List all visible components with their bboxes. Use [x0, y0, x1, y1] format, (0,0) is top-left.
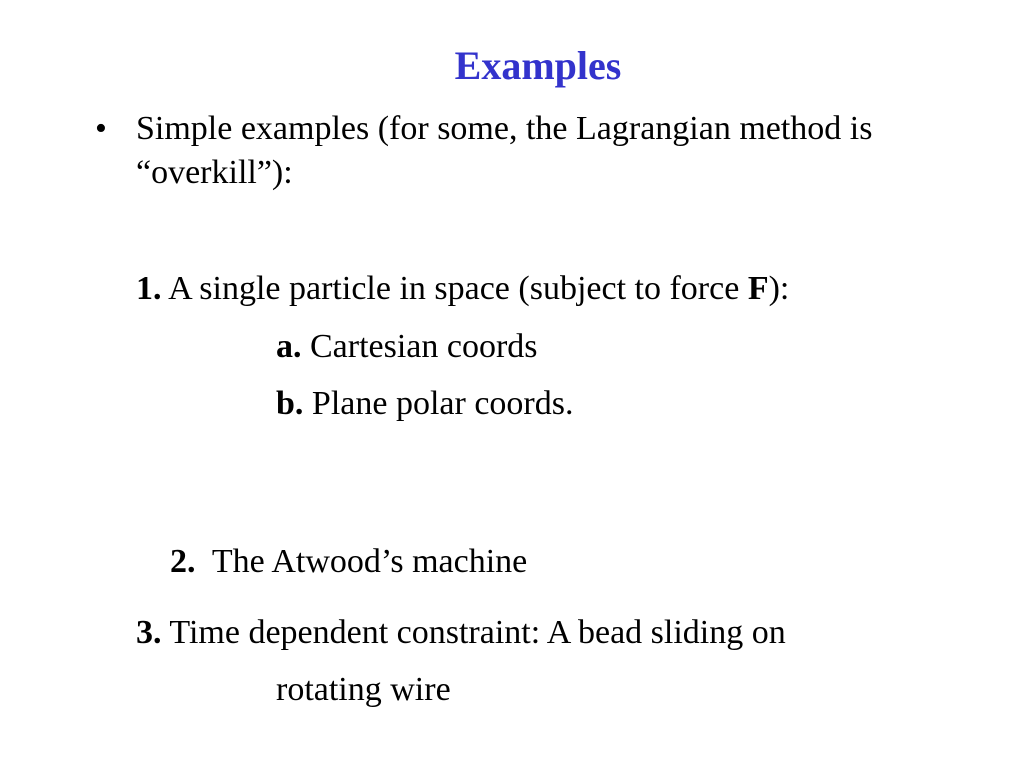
example-1b-text: Plane polar coords. [303, 385, 574, 422]
example-1a-letter: a. [276, 328, 302, 365]
example-2-number: 2. [170, 543, 196, 580]
bullet-text: Simple examples (for some, the Lagrangian method is “overkill”): [136, 110, 873, 191]
example-3-continuation: rotating wire [276, 671, 451, 708]
example-1-number: 1. [136, 270, 162, 307]
example-2-text: The Atwood’s machine [195, 543, 528, 580]
example-3-number: 3. [136, 614, 162, 651]
example-1b [276, 382, 573, 426]
slide-title: Examples [454, 43, 622, 88]
example-1a-text: Cartesian coords [301, 328, 538, 365]
example-1 [136, 267, 789, 311]
example-1b-letter: b. [276, 385, 304, 422]
example-1-text: A single particle in space (subject to force [161, 270, 748, 307]
example-1-text-end: ): [768, 270, 790, 307]
force-symbol: F [747, 270, 769, 307]
bullet-icon: • [95, 110, 107, 147]
example-3-text: Time dependent constraint: A bead sliding on [161, 614, 786, 651]
example-3 [136, 611, 786, 655]
example-1a [276, 325, 538, 369]
example-2 [136, 496, 527, 628]
